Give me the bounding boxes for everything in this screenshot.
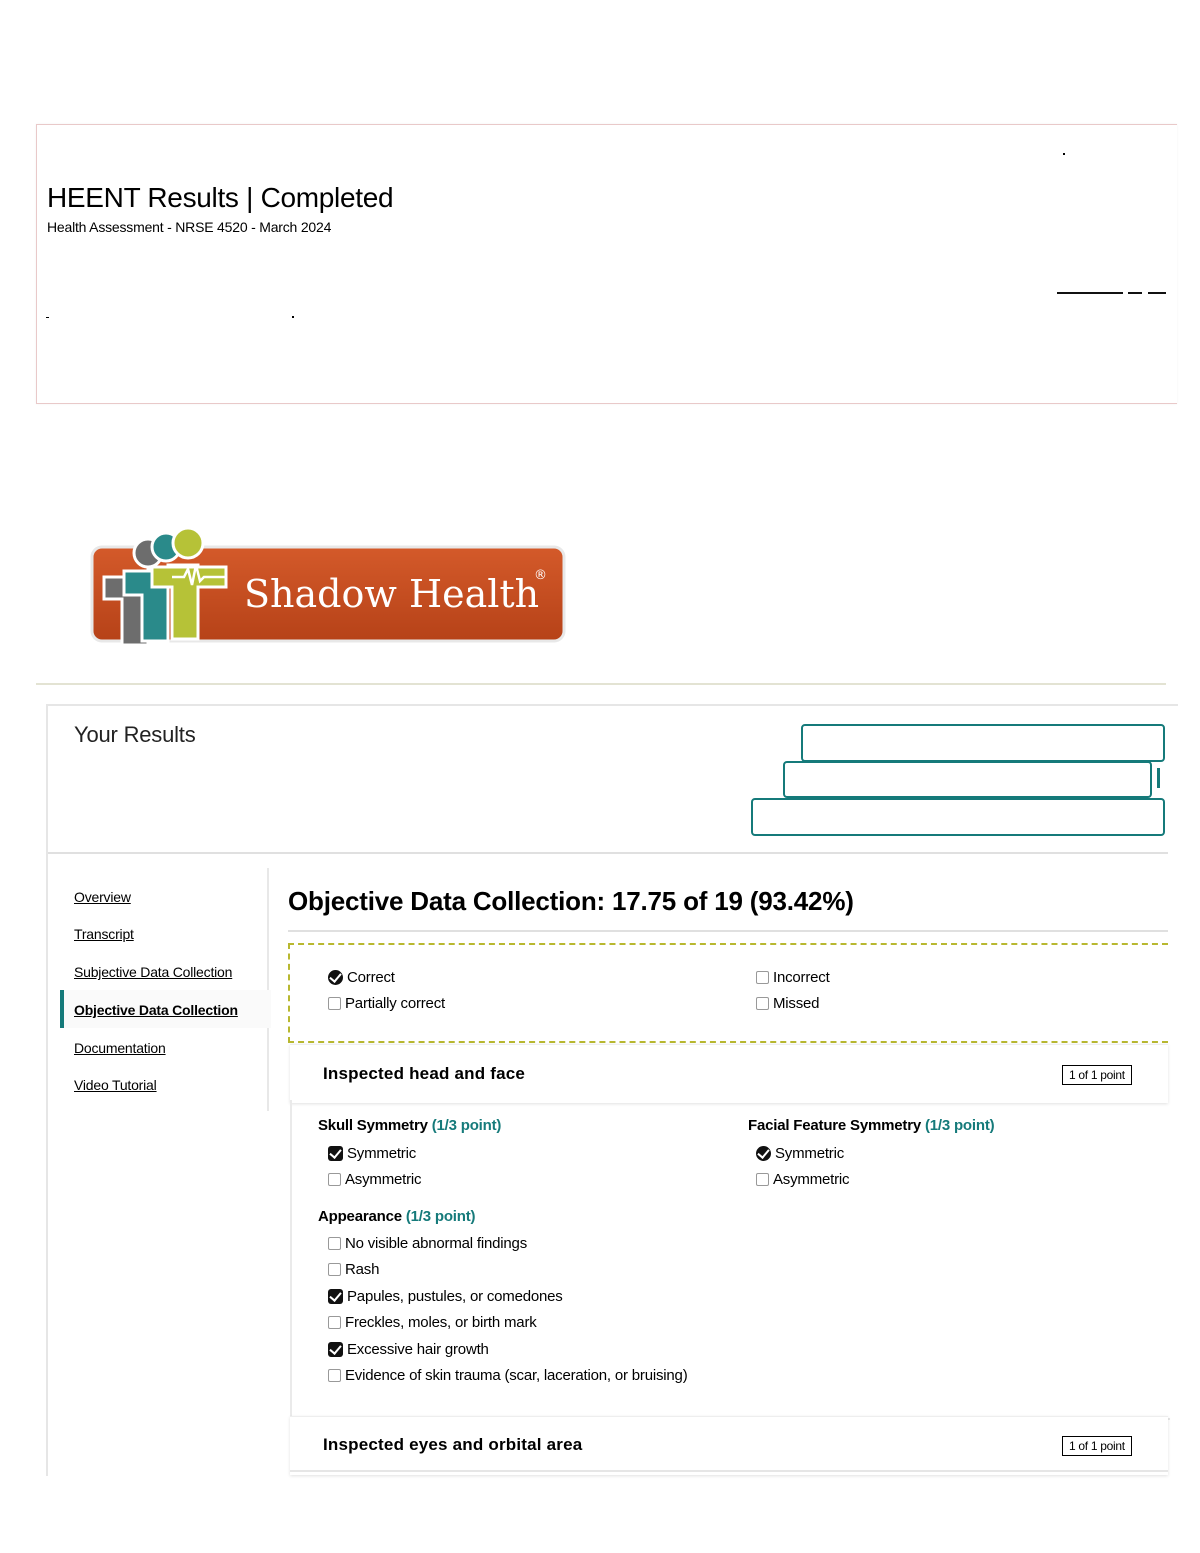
option-label: Papules, pustules, or comedones (347, 1288, 563, 1305)
appearance-label: Appearance (318, 1208, 402, 1225)
option-excessive-hair (328, 1341, 489, 1358)
section-head-face-title: Inspected head and face (323, 1064, 526, 1083)
checked-checkbox-icon (328, 1146, 343, 1161)
checkbox-icon (328, 1369, 341, 1382)
option-freckles (328, 1314, 537, 1331)
results-title: Your Results (74, 722, 196, 747)
nav-objective-data-collection[interactable]: Objective Data Collection (74, 1002, 238, 1018)
shadow-health-logo-mark (88, 525, 568, 657)
legend-partially-correct (328, 995, 445, 1012)
nav-transcript[interactable]: Transcript (74, 926, 134, 942)
registered-mark: ® (534, 568, 547, 583)
option-label: No visible abnormal findings (345, 1235, 527, 1252)
button-edge-mark (1157, 768, 1160, 788)
legend-correct-label: Correct (347, 969, 395, 986)
appearance-question (318, 1208, 475, 1225)
checked-checkbox-icon (328, 1289, 343, 1304)
nav-overview[interactable]: Overview (74, 889, 131, 905)
header-mark (292, 316, 294, 318)
bottom-rule (290, 1470, 1168, 1472)
section-title: Objective Data Collection: 17.75 of 19 (93.42%) (288, 886, 854, 916)
checkbox-icon (328, 1316, 341, 1329)
facial-symmetry-question (748, 1117, 994, 1134)
checkbox-icon (328, 1263, 341, 1276)
header-rule (1057, 292, 1123, 294)
option-skin-trauma (328, 1367, 688, 1384)
title-rule (288, 930, 1168, 932)
legend-correct (328, 969, 395, 986)
correct-icon (328, 970, 343, 985)
incorrect-icon (756, 971, 769, 984)
option-label: Symmetric (775, 1145, 845, 1162)
option-label: Asymmetric (345, 1171, 422, 1188)
option-skull-symmetric (328, 1145, 416, 1162)
header-mark (46, 317, 49, 318)
header-rule-segment (1148, 292, 1166, 294)
partially-correct-icon (328, 997, 341, 1010)
legend-missed (756, 995, 819, 1012)
facial-symmetry-label: Facial Feature Symmetry (748, 1117, 921, 1134)
skull-symmetry-points: (1/3 point) (431, 1117, 502, 1134)
option-rash (328, 1261, 379, 1278)
option-label: Symmetric (347, 1145, 417, 1162)
option-papules (328, 1288, 563, 1305)
option-skull-asymmetric (328, 1171, 421, 1188)
nav-video-tutorial[interactable]: Video Tutorial (74, 1077, 157, 1093)
checkbox-icon (328, 1237, 341, 1250)
legend-incorrect (756, 969, 830, 986)
legend-incorrect-label: Incorrect (773, 969, 830, 986)
checked-checkbox-icon (328, 1342, 343, 1357)
points-badge: 1 of 1 point (1062, 1065, 1132, 1085)
results-separator (48, 852, 1168, 854)
shadow-health-logo (88, 525, 568, 657)
appearance-points: (1/3 point) (405, 1208, 476, 1225)
header-card (36, 124, 1177, 404)
option-facial-asymmetric (756, 1171, 849, 1188)
option-label: Rash (345, 1261, 380, 1278)
header-rule-segment (1128, 292, 1142, 294)
logo-wordmark: Shadow Health (244, 572, 540, 616)
checkbox-icon (328, 1173, 341, 1186)
legend-missed-label: Missed (773, 995, 820, 1012)
header-dot (1063, 153, 1065, 155)
option-label: Excessive hair growth (347, 1341, 489, 1358)
results-action-button-3[interactable] (751, 798, 1165, 836)
results-action-button-1[interactable] (801, 724, 1165, 762)
option-label: Evidence of skin trauma (scar, laceration, or bruising) (345, 1367, 688, 1384)
checkbox-icon (756, 1173, 769, 1186)
section-eyes-title: Inspected eyes and orbital area (323, 1435, 583, 1454)
option-no-visible-abnormal (328, 1235, 527, 1252)
points-badge: 1 of 1 point (1062, 1436, 1132, 1456)
facial-symmetry-points: (1/3 point) (924, 1117, 995, 1134)
option-label: Asymmetric (773, 1171, 850, 1188)
missed-icon (756, 997, 769, 1010)
skull-symmetry-label: Skull Symmetry (318, 1117, 428, 1134)
option-facial-symmetric (756, 1145, 844, 1162)
correct-icon (756, 1146, 771, 1161)
skull-symmetry-question (318, 1117, 501, 1134)
legend-box (288, 943, 1168, 1043)
page-subtitle: Health Assessment - NRSE 4520 - March 2024 (47, 219, 332, 235)
nav-subjective-data-collection[interactable]: Subjective Data Collection (74, 964, 233, 980)
option-label: Freckles, moles, or birth mark (345, 1314, 537, 1331)
legend-partially-correct-label: Partially correct (345, 995, 445, 1012)
results-action-button-2[interactable] (783, 761, 1152, 798)
page-divider (36, 683, 1166, 685)
nav-documentation[interactable]: Documentation (74, 1040, 166, 1056)
page-title: HEENT Results | Completed (47, 182, 394, 213)
